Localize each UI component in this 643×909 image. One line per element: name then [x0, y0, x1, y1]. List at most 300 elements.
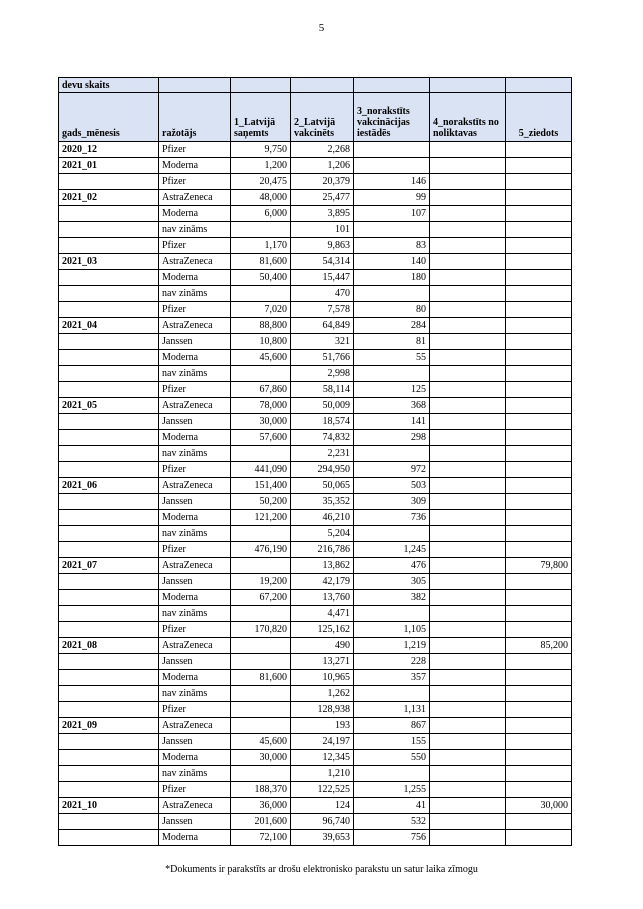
manufacturer-cell: nav zināms [159, 446, 231, 462]
table-row [59, 270, 572, 286]
received-cell: 201,600 [231, 814, 291, 830]
received-cell: 170,820 [231, 622, 291, 638]
vaccinated-cell: 64,849 [291, 318, 354, 334]
manufacturer-cell: Pfizer [159, 142, 231, 158]
donated-cell [506, 782, 572, 798]
written-off-warehouse-cell [430, 574, 506, 590]
written-off-warehouse-cell [430, 782, 506, 798]
received-cell: 188,370 [231, 782, 291, 798]
column-header: 2_Latvijā vakcinēts [291, 93, 354, 142]
written-off-institutions-cell: 146 [354, 174, 430, 190]
manufacturer-cell: nav zināms [159, 222, 231, 238]
donated-cell [506, 478, 572, 494]
table-row [59, 574, 572, 590]
received-cell [231, 702, 291, 718]
received-cell: 45,600 [231, 350, 291, 366]
written-off-warehouse-cell [430, 702, 506, 718]
written-off-institutions-cell: 140 [354, 254, 430, 270]
table-row [59, 766, 572, 782]
received-cell [231, 526, 291, 542]
donated-cell [506, 462, 572, 478]
vaccinated-cell: 3,895 [291, 206, 354, 222]
manufacturer-cell: Pfizer [159, 622, 231, 638]
vaccinated-cell: 2,231 [291, 446, 354, 462]
written-off-warehouse-cell [430, 302, 506, 318]
donated-cell [506, 766, 572, 782]
vaccinated-cell: 54,314 [291, 254, 354, 270]
written-off-warehouse-cell [430, 158, 506, 174]
written-off-warehouse-cell [430, 238, 506, 254]
received-cell: 50,200 [231, 494, 291, 510]
received-cell [231, 718, 291, 734]
period-cell [59, 766, 159, 782]
vaccinated-cell: 51,766 [291, 350, 354, 366]
vaccinated-cell: 42,179 [291, 574, 354, 590]
table-body [59, 142, 572, 846]
written-off-warehouse-cell [430, 206, 506, 222]
written-off-institutions-cell: 81 [354, 334, 430, 350]
manufacturer-cell: Moderna [159, 830, 231, 846]
written-off-warehouse-cell [430, 286, 506, 302]
period-cell: 2021_06 [59, 478, 159, 494]
manufacturer-cell: Pfizer [159, 382, 231, 398]
written-off-warehouse-cell [430, 670, 506, 686]
received-cell: 151,400 [231, 478, 291, 494]
written-off-warehouse-cell [430, 750, 506, 766]
written-off-institutions-cell: 736 [354, 510, 430, 526]
donated-cell [506, 606, 572, 622]
period-cell [59, 654, 159, 670]
received-cell: 88,800 [231, 318, 291, 334]
table-row [59, 478, 572, 494]
period-cell [59, 174, 159, 190]
table-row [59, 302, 572, 318]
written-off-warehouse-cell [430, 270, 506, 286]
received-cell: 19,200 [231, 574, 291, 590]
written-off-warehouse-cell [430, 222, 506, 238]
manufacturer-cell: Janssen [159, 814, 231, 830]
table-row [59, 350, 572, 366]
written-off-warehouse-cell [430, 718, 506, 734]
vaccine-doses-table [58, 77, 572, 846]
received-cell [231, 638, 291, 654]
vaccinated-cell: 46,210 [291, 510, 354, 526]
manufacturer-cell: Moderna [159, 750, 231, 766]
donated-cell [506, 510, 572, 526]
written-off-institutions-cell: 41 [354, 798, 430, 814]
table-row [59, 830, 572, 846]
donated-cell [506, 334, 572, 350]
period-cell [59, 814, 159, 830]
written-off-warehouse-cell [430, 478, 506, 494]
manufacturer-cell: Moderna [159, 206, 231, 222]
vaccinated-cell: 216,786 [291, 542, 354, 558]
group-header-row [59, 78, 572, 93]
column-header: 1_Latvijā saņemts [231, 93, 291, 142]
manufacturer-cell: AstraZeneca [159, 558, 231, 574]
written-off-institutions-cell: 180 [354, 270, 430, 286]
written-off-institutions-cell [354, 366, 430, 382]
written-off-warehouse-cell [430, 190, 506, 206]
received-cell: 6,000 [231, 206, 291, 222]
manufacturer-cell: AstraZeneca [159, 718, 231, 734]
table-row [59, 814, 572, 830]
period-cell: 2021_07 [59, 558, 159, 574]
donated-cell [506, 814, 572, 830]
written-off-warehouse-cell [430, 606, 506, 622]
received-cell: 50,400 [231, 270, 291, 286]
manufacturer-cell: nav zināms [159, 606, 231, 622]
written-off-institutions-cell: 80 [354, 302, 430, 318]
period-cell [59, 366, 159, 382]
written-off-institutions-cell [354, 766, 430, 782]
donated-cell [506, 830, 572, 846]
table-row [59, 686, 572, 702]
vaccinated-cell: 24,197 [291, 734, 354, 750]
period-cell [59, 830, 159, 846]
donated-cell [506, 590, 572, 606]
table-row [59, 158, 572, 174]
period-cell: 2021_05 [59, 398, 159, 414]
written-off-warehouse-cell [430, 558, 506, 574]
donated-cell [506, 302, 572, 318]
period-cell: 2021_03 [59, 254, 159, 270]
table-row [59, 654, 572, 670]
donated-cell [506, 686, 572, 702]
manufacturer-cell: Pfizer [159, 702, 231, 718]
written-off-warehouse-cell [430, 382, 506, 398]
donated-cell [506, 494, 572, 510]
manufacturer-cell: Moderna [159, 510, 231, 526]
written-off-institutions-cell [354, 446, 430, 462]
donated-cell [506, 222, 572, 238]
written-off-warehouse-cell [430, 366, 506, 382]
donated-cell [506, 286, 572, 302]
donated-cell [506, 718, 572, 734]
donated-cell [506, 142, 572, 158]
vaccinated-cell: 25,477 [291, 190, 354, 206]
manufacturer-cell: Pfizer [159, 174, 231, 190]
received-cell: 67,860 [231, 382, 291, 398]
received-cell: 9,750 [231, 142, 291, 158]
written-off-warehouse-cell [430, 398, 506, 414]
vaccinated-cell: 7,578 [291, 302, 354, 318]
vaccinated-cell: 2,998 [291, 366, 354, 382]
written-off-warehouse-cell [430, 462, 506, 478]
period-cell [59, 430, 159, 446]
page-number: 5 [318, 22, 325, 34]
received-cell: 36,000 [231, 798, 291, 814]
written-off-warehouse-cell [430, 334, 506, 350]
written-off-warehouse-cell [430, 766, 506, 782]
table-row [59, 494, 572, 510]
written-off-institutions-cell: 503 [354, 478, 430, 494]
period-cell: 2021_09 [59, 718, 159, 734]
table-row [59, 430, 572, 446]
group-header-cell: devu skaits [59, 78, 159, 93]
period-cell [59, 590, 159, 606]
column-header: 3_norakstīts vakcinācijas iestādēs [354, 93, 430, 142]
period-cell [59, 494, 159, 510]
manufacturer-cell: Pfizer [159, 782, 231, 798]
manufacturer-cell: Pfizer [159, 302, 231, 318]
written-off-warehouse-cell [430, 638, 506, 654]
table-row [59, 366, 572, 382]
table-row [59, 702, 572, 718]
written-off-institutions-cell: 368 [354, 398, 430, 414]
vaccinated-cell: 50,065 [291, 478, 354, 494]
vaccinated-cell: 13,271 [291, 654, 354, 670]
written-off-institutions-cell [354, 606, 430, 622]
written-off-warehouse-cell [430, 590, 506, 606]
period-cell [59, 750, 159, 766]
donated-cell: 85,200 [506, 638, 572, 654]
donated-cell [506, 654, 572, 670]
table-row [59, 718, 572, 734]
table-row [59, 526, 572, 542]
vaccinated-cell: 12,345 [291, 750, 354, 766]
donated-cell [506, 574, 572, 590]
written-off-warehouse-cell [430, 830, 506, 846]
vaccinated-cell: 122,525 [291, 782, 354, 798]
received-cell: 67,200 [231, 590, 291, 606]
manufacturer-cell: Janssen [159, 414, 231, 430]
manufacturer-cell: AstraZeneca [159, 478, 231, 494]
period-cell [59, 542, 159, 558]
received-cell [231, 366, 291, 382]
table-row [59, 238, 572, 254]
period-cell [59, 734, 159, 750]
period-cell [59, 622, 159, 638]
received-cell: 48,000 [231, 190, 291, 206]
written-off-institutions-cell [354, 686, 430, 702]
table-row [59, 590, 572, 606]
table-row [59, 254, 572, 270]
donated-cell [506, 318, 572, 334]
written-off-warehouse-cell [430, 622, 506, 638]
received-cell: 10,800 [231, 334, 291, 350]
manufacturer-cell: Janssen [159, 734, 231, 750]
donated-cell [506, 622, 572, 638]
written-off-warehouse-cell [430, 510, 506, 526]
received-cell [231, 654, 291, 670]
received-cell [231, 558, 291, 574]
written-off-institutions-cell [354, 526, 430, 542]
period-cell [59, 526, 159, 542]
written-off-institutions-cell: 83 [354, 238, 430, 254]
donated-cell [506, 526, 572, 542]
manufacturer-cell: Janssen [159, 654, 231, 670]
manufacturer-cell: nav zināms [159, 686, 231, 702]
table-row [59, 398, 572, 414]
manufacturer-cell: Moderna [159, 670, 231, 686]
vaccinated-cell: 50,009 [291, 398, 354, 414]
vaccinated-cell: 125,162 [291, 622, 354, 638]
written-off-institutions-cell: 99 [354, 190, 430, 206]
period-cell [59, 302, 159, 318]
vaccinated-cell: 96,740 [291, 814, 354, 830]
table-row [59, 798, 572, 814]
table-row [59, 670, 572, 686]
manufacturer-cell: Janssen [159, 494, 231, 510]
manufacturer-cell: AstraZeneca [159, 190, 231, 206]
table-row [59, 542, 572, 558]
received-cell: 72,100 [231, 830, 291, 846]
column-header: ražotājs [159, 93, 231, 142]
period-cell [59, 286, 159, 302]
table-row [59, 414, 572, 430]
manufacturer-cell: AstraZeneca [159, 318, 231, 334]
written-off-institutions-cell: 1,255 [354, 782, 430, 798]
received-cell: 1,170 [231, 238, 291, 254]
period-cell: 2021_02 [59, 190, 159, 206]
written-off-warehouse-cell [430, 350, 506, 366]
manufacturer-cell: Pfizer [159, 462, 231, 478]
column-header: 4_norakstīts no noliktavas [430, 93, 506, 142]
donated-cell [506, 190, 572, 206]
vaccinated-cell: 20,379 [291, 174, 354, 190]
written-off-institutions-cell: 1,219 [354, 638, 430, 654]
vaccinated-cell: 2,268 [291, 142, 354, 158]
donated-cell [506, 238, 572, 254]
vaccinated-cell: 294,950 [291, 462, 354, 478]
period-cell [59, 334, 159, 350]
written-off-warehouse-cell [430, 542, 506, 558]
column-header: gads_mēnesis [59, 93, 159, 142]
written-off-warehouse-cell [430, 446, 506, 462]
period-cell [59, 350, 159, 366]
period-cell [59, 382, 159, 398]
column-header: 5_ziedots [506, 93, 572, 142]
vaccinated-cell: 35,352 [291, 494, 354, 510]
written-off-institutions-cell: 141 [354, 414, 430, 430]
donated-cell [506, 670, 572, 686]
vaccinated-cell: 15,447 [291, 270, 354, 286]
donated-cell [506, 446, 572, 462]
manufacturer-cell: Moderna [159, 430, 231, 446]
vaccinated-cell: 5,204 [291, 526, 354, 542]
vaccinated-cell: 1,262 [291, 686, 354, 702]
written-off-institutions-cell: 228 [354, 654, 430, 670]
donated-cell [506, 254, 572, 270]
received-cell [231, 222, 291, 238]
written-off-warehouse-cell [430, 494, 506, 510]
manufacturer-cell: Janssen [159, 334, 231, 350]
vaccinated-cell: 1,210 [291, 766, 354, 782]
period-cell [59, 222, 159, 238]
received-cell: 1,200 [231, 158, 291, 174]
donated-cell [506, 366, 572, 382]
manufacturer-cell: nav zināms [159, 766, 231, 782]
received-cell: 20,475 [231, 174, 291, 190]
written-off-institutions-cell: 55 [354, 350, 430, 366]
period-cell [59, 414, 159, 430]
manufacturer-cell: AstraZeneca [159, 638, 231, 654]
donated-cell [506, 430, 572, 446]
written-off-institutions-cell: 298 [354, 430, 430, 446]
period-cell: 2021_08 [59, 638, 159, 654]
table-row [59, 382, 572, 398]
period-cell [59, 446, 159, 462]
table-row [59, 318, 572, 334]
vaccinated-cell: 321 [291, 334, 354, 350]
manufacturer-cell: Pfizer [159, 238, 231, 254]
written-off-institutions-cell: 125 [354, 382, 430, 398]
donated-cell [506, 734, 572, 750]
written-off-institutions-cell: 284 [354, 318, 430, 334]
written-off-institutions-cell [354, 222, 430, 238]
received-cell: 45,600 [231, 734, 291, 750]
received-cell [231, 446, 291, 462]
written-off-institutions-cell: 550 [354, 750, 430, 766]
donated-cell [506, 270, 572, 286]
period-cell [59, 206, 159, 222]
received-cell: 81,600 [231, 254, 291, 270]
written-off-warehouse-cell [430, 414, 506, 430]
written-off-warehouse-cell [430, 174, 506, 190]
vaccinated-cell: 39,653 [291, 830, 354, 846]
donated-cell [506, 158, 572, 174]
written-off-institutions-cell: 155 [354, 734, 430, 750]
written-off-institutions-cell: 1,245 [354, 542, 430, 558]
donated-cell [506, 750, 572, 766]
manufacturer-cell: AstraZeneca [159, 798, 231, 814]
table-row [59, 190, 572, 206]
signature-footnote: *Dokuments ir parakstīts ar drošu elektronisko parakstu un satur laika zīmogu [165, 864, 478, 875]
donated-cell: 30,000 [506, 798, 572, 814]
written-off-institutions-cell: 309 [354, 494, 430, 510]
written-off-warehouse-cell [430, 142, 506, 158]
donated-cell [506, 702, 572, 718]
vaccinated-cell: 124 [291, 798, 354, 814]
written-off-institutions-cell: 756 [354, 830, 430, 846]
donated-cell [506, 206, 572, 222]
table-row [59, 446, 572, 462]
manufacturer-cell: Moderna [159, 590, 231, 606]
received-cell: 7,020 [231, 302, 291, 318]
table-row [59, 606, 572, 622]
manufacturer-cell: Janssen [159, 574, 231, 590]
vaccinated-cell: 490 [291, 638, 354, 654]
written-off-institutions-cell: 382 [354, 590, 430, 606]
vaccinated-cell: 1,206 [291, 158, 354, 174]
received-cell: 78,000 [231, 398, 291, 414]
period-cell [59, 782, 159, 798]
column-header-row [59, 93, 572, 142]
table-row [59, 782, 572, 798]
written-off-institutions-cell: 476 [354, 558, 430, 574]
received-cell: 441,090 [231, 462, 291, 478]
received-cell [231, 686, 291, 702]
written-off-institutions-cell: 1,131 [354, 702, 430, 718]
written-off-institutions-cell [354, 142, 430, 158]
manufacturer-cell: AstraZeneca [159, 398, 231, 414]
vaccinated-cell: 13,760 [291, 590, 354, 606]
written-off-warehouse-cell [430, 734, 506, 750]
written-off-institutions-cell: 1,105 [354, 622, 430, 638]
written-off-institutions-cell: 357 [354, 670, 430, 686]
period-cell [59, 574, 159, 590]
period-cell [59, 462, 159, 478]
table-row [59, 286, 572, 302]
table-row [59, 750, 572, 766]
written-off-institutions-cell: 972 [354, 462, 430, 478]
vaccinated-cell: 13,862 [291, 558, 354, 574]
manufacturer-cell: nav zināms [159, 286, 231, 302]
written-off-warehouse-cell [430, 814, 506, 830]
donated-cell: 79,800 [506, 558, 572, 574]
period-cell [59, 670, 159, 686]
